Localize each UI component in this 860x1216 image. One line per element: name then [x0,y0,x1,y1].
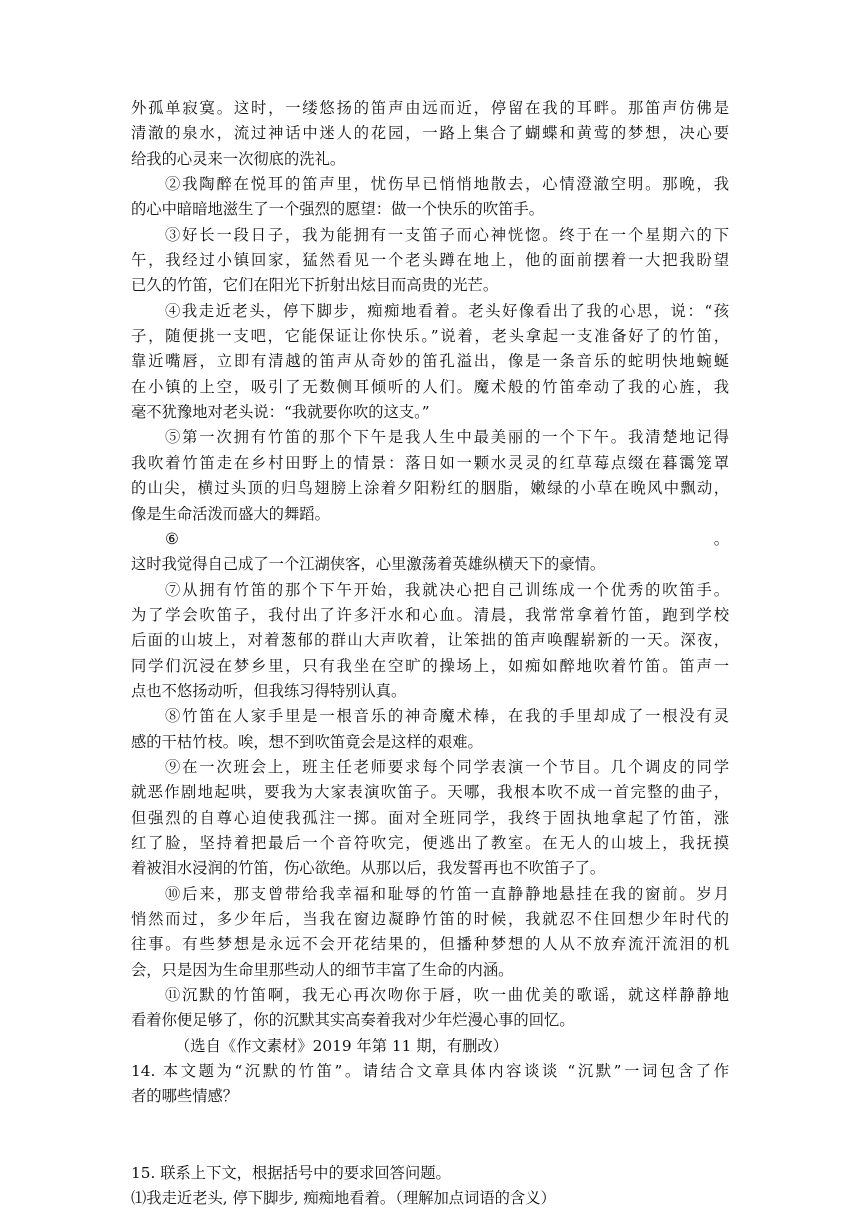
text-line: 红了脸，坚持着把最后一个音符吹完，便逃出了教室。在无人的山坡上，我抚摸 [131,833,729,852]
text-line: 给我的心灵来一次彻底的洗礼。 [131,149,346,168]
text-line: 看着你便足够了，你的沉默其实高奏着我对少年烂漫心事的回忆。 [131,1011,575,1030]
text-line: 但强烈的自尊心迫使我孤注一掷。面对全班同学，我终于固执地拿起了竹笛，涨 [131,808,729,827]
paragraph-marker: ⑥ [165,529,179,548]
text-line: 午，我经过小镇回家，猛然看见一个老头蹲在地上，他的面前摆着一大把我盼望 [131,251,729,270]
text-line: 同学们沉浸在梦乡里，只有我坐在空旷的操场上，如痴如醉地吹着竹笛。笛声一 [131,656,729,675]
text-line: ⑧竹笛在人家手里是一根音乐的神奇魔术棒，在我的手里却成了一根没有灵 [165,707,729,726]
text-line: 为了学会吹笛子，我付出了许多汗水和心血。清晨，我常常拿着竹笛，跑到学校 [131,605,729,624]
text-line: 像是生命活泼而盛大的舞蹈。 [131,504,330,523]
question-14-line-2: 者的哪些情感？ [131,1087,239,1106]
text-line: 往事。有些梦想是永远不会开花结果的，但播种梦想的人从不放弃流汗流泪的机 [131,935,729,954]
document-page [131,96,729,1211]
text-line: 这时我觉得自己成了一个江湖侠客，心里激荡着英雄纵横天下的豪情。 [131,555,606,574]
text-line: ⑦从拥有竹笛的那个下午开始，我就决心把自己训练成一个优秀的吹笛手。 [165,580,729,599]
source-citation: （选自《作文素材》2019 年第 11 期，有删改） [175,1036,509,1055]
text-line: 在小镇的上空，吸引了无数侧耳倾听的人们。魔术般的竹笛牵动了我的心旌，我 [131,377,729,396]
question-15-line-2: ⑴我走近老头, 停下脚步, 痴痴地看着。（理解加点词语的含义） [131,1189,556,1208]
question-15-line-1: 15. 联系上下文，根据括号中的要求回答问题。 [131,1163,451,1182]
text-line: 悄然而过，多少年后，当我在窗边凝睁竹笛的时候，我就忍不住回想少年时代的 [131,910,729,928]
text-line: 会，只是因为生命里那些动人的细节丰富了生命的内涵。 [131,960,514,979]
text-line: 着被泪水浸润的竹笛，伤心欲绝。从那以后，我发誓再也不吹笛子了。 [131,859,606,878]
text-line: ⑩后来，那支曾带给我幸福和耻辱的竹笛一直静静地悬挂在我的窗前。岁月 [165,884,729,903]
text-line: ④我走近老头，停下脚步，痴痴地看着。老头好像看出了我的心思，说：“孩 [165,301,729,320]
text-line: 外孤单寂寞。这时，一缕悠扬的笛声由远而近，停留在我的耳畔。那笛声仿佛是 [131,99,729,117]
question-14-line-1: 14. 本文题为“沉默的竹笛”。请结合文章具体内容谈谈 “沉默”一词包含了作 [131,1062,729,1081]
article-body [131,96,729,527]
text-line: ②我陶醉在悦耳的笛声里，忧伤早已悄悄地散去，心情澄澈空明。那晚，我 [165,175,729,194]
text-line: 毫不犹豫地对老头说：“我就要你吹的这支。” [131,403,430,422]
text-line: 后面的山坡上，对着葱郁的群山大声吹着，让笨拙的笛声唤醒崭新的一天。深夜， [131,631,729,650]
text-line: 已久的竹笛，它们在阳光下折射出炫目而高贵的光芒。 [131,276,499,295]
text-line: 靠近嘴唇，立即有清越的笛声从奇妙的笛孔溢出，像是一条音乐的蛇明快地蜿蜒 [131,352,729,371]
text-line: 感的干枯竹枝。唉，想不到吹笛竟会是这样的艰难。 [131,732,483,751]
text-line: 的山尖，横过头顶的归鸟翅膀上涂着夕阳粉红的胭脂，嫩绿的小草在晚风中飘动， [131,479,729,498]
text-line: 我吹着竹笛走在乡村田野上的情景：落日如一颗水灵灵的红草莓点缀在暮霭笼罩 [131,453,729,472]
text-line: ⑨在一次班会上，班主任老师要求每个同学表演一个节目。几个调皮的同学 [165,757,729,776]
text-line: 点也不悠扬动听，但我练习得特别认真。 [131,681,407,700]
fill-in-blank-line [131,527,729,552]
answer-space [131,1110,729,1161]
text-line: ⑤第一次拥有竹笛的那个下午是我人生中最美丽的一个下午。我清楚地记得 [165,428,729,447]
text-line: 清澈的泉水，流过神话中迷人的花园，一路上集合了蝴蝶和黄莺的梦想，决心要 [131,124,729,143]
blank-line-end: 。 [713,529,729,548]
text-line: ③好长一段日子，我为能拥有一支笛子而心神恍惚。终于在一个星期六的下 [165,225,729,244]
article-body-continued [131,552,729,1034]
text-line: 子，随便挑一支吧，它能保证让你快乐。”说着，老头拿起一支准备好了的竹笛， [131,327,729,346]
text-line: 就恶作剧地起哄，要我为大家表演吹笛子。天哪，我根本吹不成一首完整的曲子， [131,783,729,802]
text-line: ⑪沉默的竹笛啊，我无心再次吻你于唇，吹一曲优美的歌谣，就这样静静地 [165,986,729,1005]
text-line: 的心中暗暗地滋生了一个强烈的愿望：做一个快乐的吹笛手。 [131,200,545,219]
